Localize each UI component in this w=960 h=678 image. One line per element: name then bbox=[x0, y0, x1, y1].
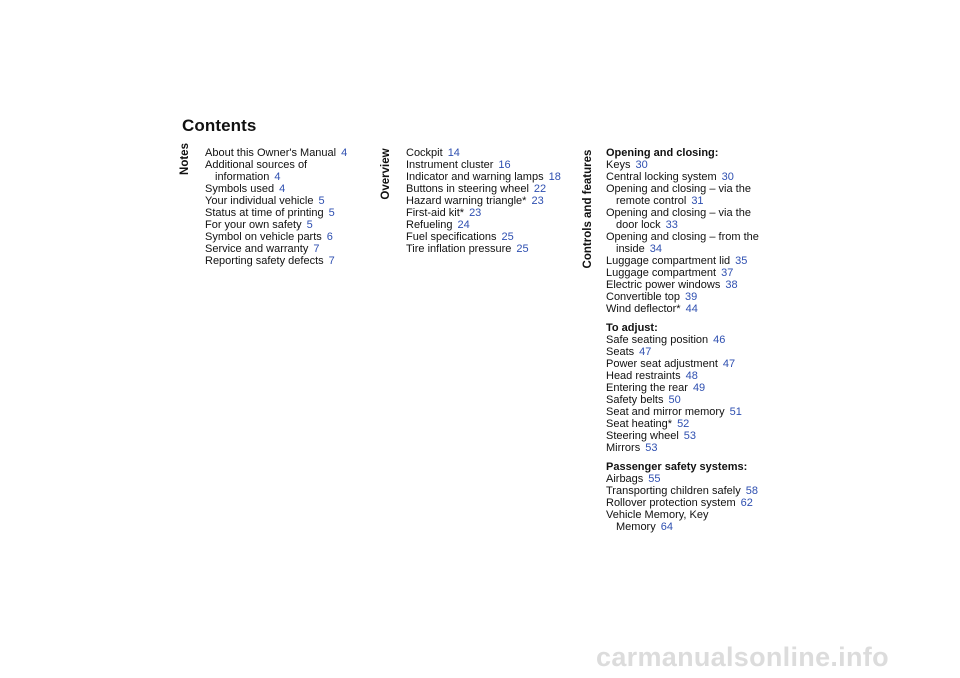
toc-entry[interactable] bbox=[606, 231, 759, 255]
section-label-overview: Overview bbox=[380, 148, 392, 200]
page-number-link[interactable]: 22 bbox=[533, 183, 547, 195]
entry-title: Seat and mirror memory bbox=[606, 406, 725, 418]
page-title: Contents bbox=[182, 116, 257, 135]
page-number-link[interactable]: 62 bbox=[740, 497, 753, 509]
entry-title: Entering the rear bbox=[606, 382, 688, 394]
entry-title: inside bbox=[616, 243, 645, 255]
entry-title: Symbols used bbox=[205, 183, 275, 195]
entry-title: Opening and closing – via the bbox=[606, 183, 751, 195]
toc-entry[interactable] bbox=[606, 473, 759, 485]
entry-title: remote control bbox=[616, 195, 687, 207]
toc-entry[interactable] bbox=[606, 394, 759, 406]
toc-entry[interactable] bbox=[606, 485, 759, 497]
entry-title: Status at time of printing bbox=[205, 207, 324, 219]
toc-entry[interactable] bbox=[406, 159, 561, 171]
entry-title: Seat heating* bbox=[606, 418, 673, 430]
entry-title: Safe seating position bbox=[606, 334, 709, 346]
toc-entry[interactable] bbox=[606, 303, 759, 315]
toc-entry[interactable] bbox=[606, 358, 759, 370]
group-heading: Passenger safety systems: bbox=[606, 461, 748, 473]
toc-entry[interactable] bbox=[606, 334, 759, 346]
toc-entry[interactable] bbox=[205, 195, 347, 207]
entry-title: information bbox=[215, 171, 270, 183]
contents-group bbox=[606, 461, 759, 533]
page-number-link[interactable]: 23 bbox=[531, 195, 544, 207]
page-number-link[interactable]: 48 bbox=[685, 370, 698, 382]
entry-title: Wind deflector* bbox=[606, 303, 681, 315]
entry-title: Steering wheel bbox=[606, 430, 679, 442]
toc-entry[interactable] bbox=[205, 255, 347, 267]
page-number-link[interactable]: 7 bbox=[328, 255, 335, 267]
contents-group bbox=[606, 147, 759, 315]
entry-title: door lock bbox=[616, 219, 661, 231]
page-number-link[interactable]: 47 bbox=[722, 358, 736, 370]
entry-title: Vehicle Memory, Key bbox=[606, 509, 709, 521]
page-number-link[interactable]: 44 bbox=[685, 303, 698, 315]
toc-entry[interactable] bbox=[205, 159, 347, 183]
entry-title: Rollover protection system bbox=[606, 497, 736, 509]
entry-title: Memory bbox=[616, 521, 656, 533]
entry-title: Your individual vehicle bbox=[205, 195, 314, 207]
page-number-link[interactable]: 51 bbox=[729, 406, 742, 418]
page-number-link[interactable]: 7 bbox=[313, 243, 320, 255]
page-number-link[interactable]: 16 bbox=[498, 159, 511, 171]
toc-entry[interactable] bbox=[606, 382, 759, 394]
entry-title: Instrument cluster bbox=[406, 159, 494, 171]
page-number-link[interactable]: 24 bbox=[457, 219, 470, 231]
entry-title: Additional sources of bbox=[205, 159, 308, 171]
page-number-link[interactable]: 31 bbox=[691, 195, 704, 207]
page-number-link[interactable]: 25 bbox=[516, 243, 529, 255]
toc-entry[interactable] bbox=[606, 430, 759, 442]
toc-entry[interactable] bbox=[406, 147, 561, 159]
page-number-link[interactable]: 5 bbox=[328, 207, 335, 219]
section-label-controls-and-features: Controls and features bbox=[582, 149, 594, 269]
entry-title: About this Owner's Manual bbox=[205, 147, 337, 159]
entry-title: Opening and closing – via the bbox=[606, 207, 751, 219]
toc-entry[interactable] bbox=[606, 279, 759, 291]
entry-title: Tire inflation pressure bbox=[406, 243, 512, 255]
page-number-link[interactable]: 25 bbox=[501, 231, 514, 243]
entry-title: Luggage compartment lid bbox=[606, 255, 731, 267]
page-number-link[interactable]: 46 bbox=[713, 334, 726, 346]
toc-entry[interactable] bbox=[606, 346, 759, 358]
toc-entry[interactable] bbox=[205, 231, 347, 243]
page-number-link[interactable]: 64 bbox=[660, 521, 673, 533]
page-number-link[interactable]: 34 bbox=[649, 243, 662, 255]
entry-title: Convertible top bbox=[606, 291, 680, 303]
contents-group bbox=[205, 147, 347, 267]
page-number-link[interactable]: 39 bbox=[685, 291, 698, 303]
toc-entry[interactable] bbox=[606, 406, 759, 418]
page-number-link[interactable]: 49 bbox=[692, 382, 706, 394]
entry-title: Power seat adjustment bbox=[606, 358, 718, 370]
toc-entry[interactable] bbox=[406, 243, 561, 255]
entry-title: Reporting safety defects bbox=[205, 255, 324, 267]
entry-title: Hazard warning triangle* bbox=[406, 195, 527, 207]
page-number-link[interactable]: 47 bbox=[639, 346, 652, 358]
group-heading: To adjust: bbox=[606, 322, 658, 334]
page-number-link[interactable]: 4 bbox=[274, 171, 281, 183]
entry-title: Service and warranty bbox=[205, 243, 309, 255]
page-number-link[interactable]: 30 bbox=[721, 171, 734, 183]
entry-title: Safety belts bbox=[606, 394, 664, 406]
entry-title: First-aid kit* bbox=[406, 207, 465, 219]
page-number-link[interactable]: 58 bbox=[745, 485, 758, 497]
entry-title: Mirrors bbox=[606, 442, 641, 454]
page-number-link[interactable]: 30 bbox=[635, 159, 648, 171]
entry-title: Airbags bbox=[606, 473, 644, 485]
toc-entry[interactable] bbox=[205, 243, 347, 255]
toc-entry[interactable] bbox=[606, 442, 759, 454]
entry-title: Refueling bbox=[406, 219, 453, 231]
toc-entry[interactable] bbox=[606, 418, 759, 430]
entry-title: Symbol on vehicle parts bbox=[205, 231, 322, 243]
contents-group bbox=[606, 322, 759, 454]
page-number-link[interactable]: 23 bbox=[469, 207, 482, 219]
toc-entry[interactable] bbox=[606, 183, 759, 207]
page-number-link[interactable]: 33 bbox=[665, 219, 678, 231]
page-number-link[interactable]: 53 bbox=[683, 430, 697, 442]
entry-title: Buttons in steering wheel bbox=[406, 183, 529, 195]
entry-title: Indicator and warning lamps bbox=[406, 171, 544, 183]
entry-title: Fuel specifications bbox=[406, 231, 497, 243]
page-number-link[interactable]: 5 bbox=[318, 195, 325, 207]
controls-contents-list bbox=[606, 147, 759, 540]
toc-entry[interactable] bbox=[606, 171, 759, 183]
page-number-link[interactable]: 37 bbox=[721, 267, 734, 279]
entry-title: Cockpit bbox=[406, 147, 443, 159]
toc-entry[interactable] bbox=[606, 255, 759, 267]
toc-entry[interactable] bbox=[606, 370, 759, 382]
page-number-link[interactable]: 14 bbox=[447, 147, 460, 159]
toc-entry[interactable] bbox=[406, 207, 561, 219]
page-number-link[interactable]: 52 bbox=[677, 418, 690, 430]
entry-title: Central locking system bbox=[606, 171, 717, 183]
entry-title: Head restraints bbox=[606, 370, 681, 382]
toc-entry[interactable] bbox=[406, 195, 561, 207]
toc-entry[interactable] bbox=[205, 183, 347, 195]
entry-title: Luggage compartment bbox=[606, 267, 717, 279]
notes-contents-list bbox=[205, 147, 347, 274]
entry-title: For your own safety bbox=[205, 219, 302, 231]
page-number-link[interactable]: 6 bbox=[326, 231, 333, 243]
toc-entry[interactable] bbox=[406, 219, 561, 231]
section-label-notes: Notes bbox=[179, 143, 191, 175]
toc-entry[interactable] bbox=[606, 207, 759, 231]
toc-entry[interactable] bbox=[406, 171, 561, 183]
page-number-link[interactable]: 50 bbox=[668, 394, 681, 406]
toc-entry[interactable] bbox=[205, 219, 347, 231]
entry-title: Keys bbox=[606, 159, 631, 171]
page-number-link[interactable]: 55 bbox=[648, 473, 661, 485]
watermark-text: carmanualsonline.info bbox=[596, 642, 889, 672]
page-number-link[interactable]: 35 bbox=[735, 255, 748, 267]
page-number-link[interactable]: 4 bbox=[341, 147, 348, 159]
entry-title: Electric power windows bbox=[606, 279, 721, 291]
page-number-link[interactable]: 53 bbox=[645, 442, 658, 454]
page-number-link[interactable]: 5 bbox=[306, 219, 313, 231]
page-number-link[interactable]: 18 bbox=[548, 171, 561, 183]
toc-entry[interactable] bbox=[606, 497, 759, 509]
page-number-link[interactable]: 38 bbox=[725, 279, 738, 291]
toc-entry[interactable] bbox=[205, 207, 347, 219]
entry-title: Transporting children safely bbox=[606, 485, 741, 497]
toc-entry[interactable] bbox=[606, 267, 759, 279]
toc-entry[interactable] bbox=[205, 147, 347, 159]
overview-contents-list bbox=[406, 147, 561, 262]
toc-entry[interactable] bbox=[606, 159, 759, 171]
toc-entry[interactable] bbox=[406, 231, 561, 243]
toc-entry[interactable] bbox=[606, 509, 759, 533]
contents-group bbox=[406, 147, 561, 255]
group-heading: Opening and closing: bbox=[606, 147, 719, 159]
toc-entry[interactable] bbox=[406, 183, 561, 195]
page-number-link[interactable]: 4 bbox=[279, 183, 286, 195]
toc-entry[interactable] bbox=[606, 291, 759, 303]
entry-title: Opening and closing – from the bbox=[606, 231, 759, 243]
entry-title: Seats bbox=[606, 346, 635, 358]
